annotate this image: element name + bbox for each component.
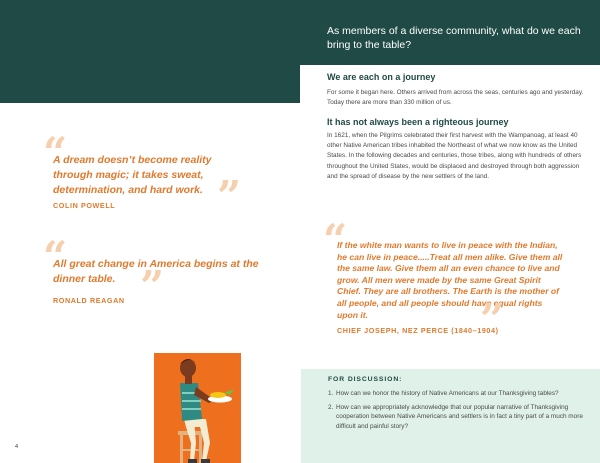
- quote-powell-text: A dream doesn’t become reality through magic; it takes sweat, determination, and hard work.: [53, 154, 212, 196]
- header-question: As members of a diverse community, what do we each bring to the table?: [327, 25, 581, 51]
- quote-reagan-author: RONALD REAGAN: [53, 296, 125, 305]
- open-quote-mark-icon: “: [43, 128, 68, 177]
- section-heading-journey: We are each on a journey: [327, 72, 436, 82]
- close-quote-mark-icon: ”: [140, 262, 165, 311]
- page-number: 4: [15, 444, 19, 450]
- quote-chief-joseph-author: CHIEF JOSEPH, NEZ PERCE (1840–1904): [337, 326, 499, 335]
- close-quote-mark-icon: ”: [480, 295, 505, 344]
- section-text-journey: For some it began here. Others arrived from across the seas, centuries ago and yesterday. Today there are more than 330 million of us.: [327, 89, 584, 107]
- open-quote-mark-icon: “: [43, 232, 68, 281]
- quote-powell-author: COLIN POWELL: [53, 201, 116, 210]
- quote-reagan-text: All great change in America begins at the dinner table.: [53, 258, 259, 285]
- open-quote-mark-icon: “: [323, 215, 348, 264]
- discussion-box: [301, 369, 600, 463]
- discussion-list: [328, 389, 590, 435]
- list-item: 1. How can we honor the history of Native Americans at our Thanksgiving tables?: [328, 390, 559, 397]
- section-heading-righteous: It has not always been a righteous journey: [327, 117, 509, 127]
- list-item: 2. How can we appropriately acknowledge that our popular narrative of Thanksgiving cooperation between Native Americans and settlers is in fact a tiny part of a much more difficult and painful story?: [328, 403, 583, 430]
- section-text-righteous: In 1621, when the Pilgrims celebrated their first harvest with the Wampanoag, at least 40 other Native American tribes inhabited the Northeast of what we now know as the United States. In the following decades and centuries, those tribes, along with hundreds of others throughout the United States, would be displaced and destroyed through both aggression and the spread of disease by the new settlers of the land.: [327, 132, 582, 180]
- illustration-person-with-corn: [154, 353, 241, 463]
- close-quote-mark-icon: ”: [217, 172, 242, 221]
- person-with-corn-icon: [154, 353, 241, 463]
- quote-chief-joseph-text: If the white man wants to live in peace with the Indian, he can live in peace.....Treat all men alike. Give them all the same law. Give them all an even chance to live and grow. All men were made by the same Great Spirit Chief. They are all brothers. The Earth is the mother of all people, and all people should have equal rights upon it.: [337, 240, 563, 320]
- discussion-heading: FOR DISCUSSION:: [328, 376, 403, 383]
